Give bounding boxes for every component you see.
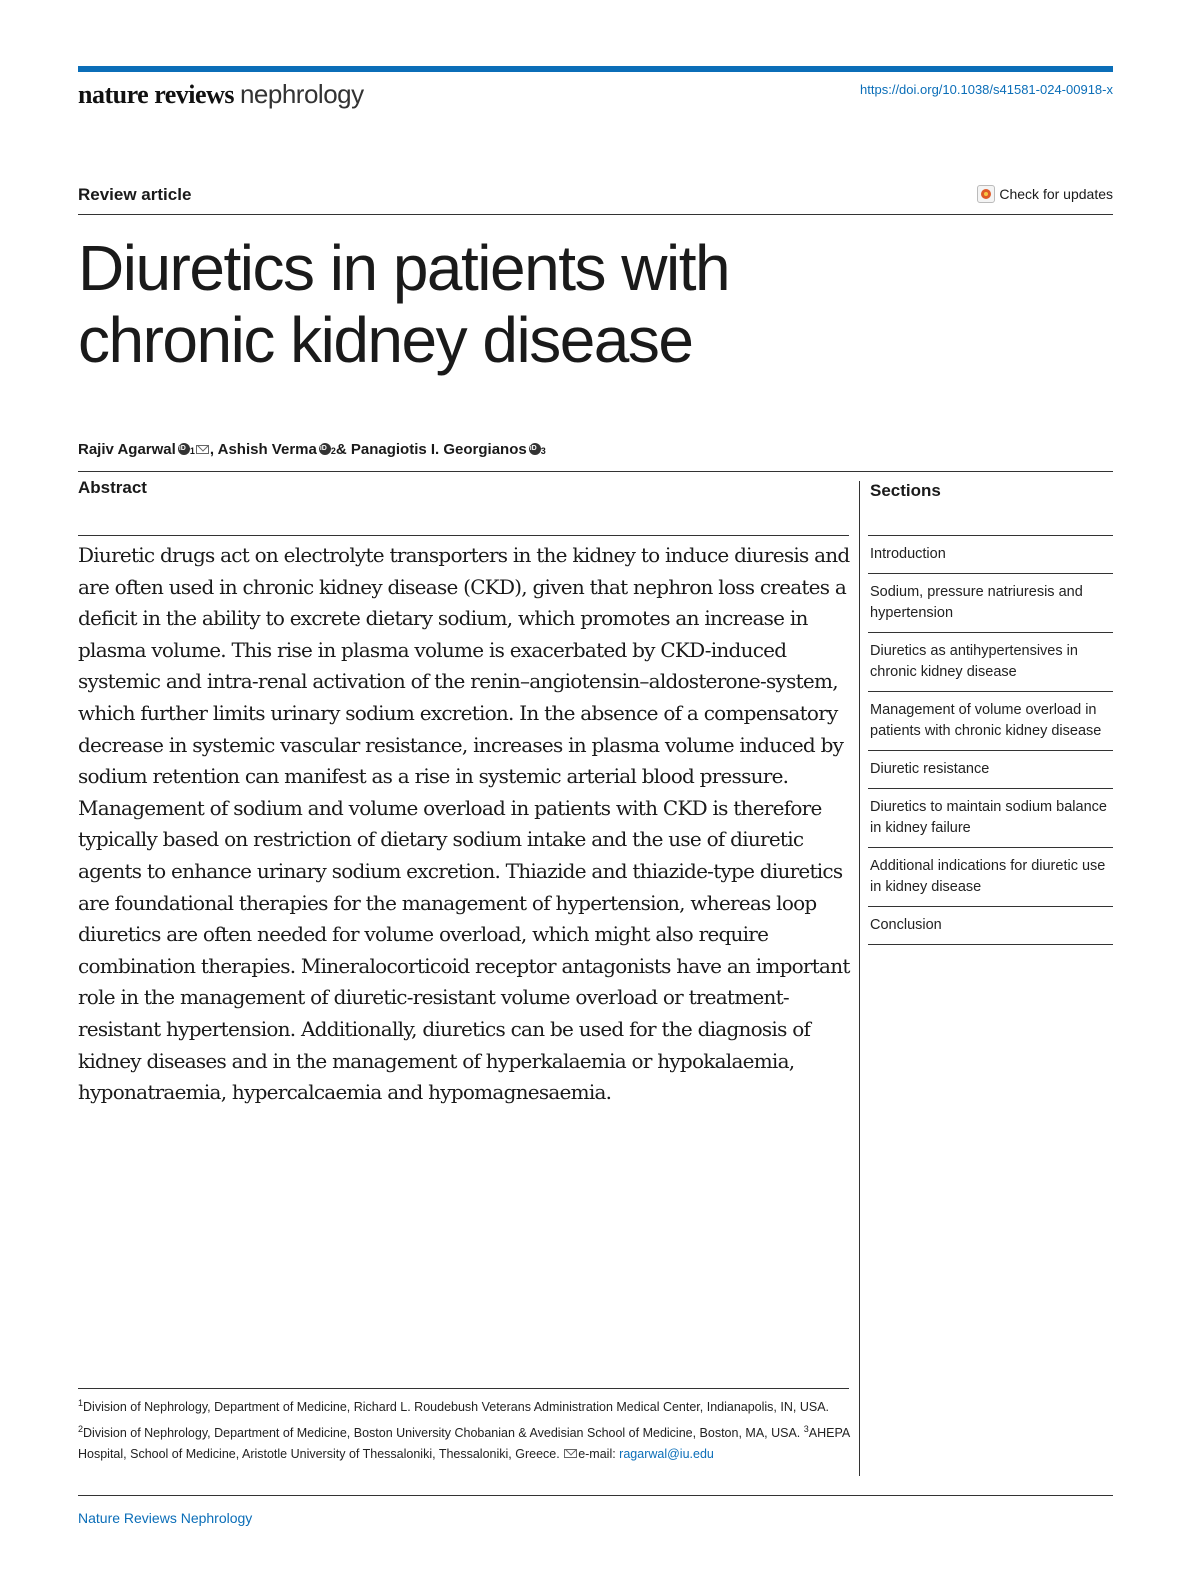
section-link-conclusion[interactable]: Conclusion: [868, 907, 1113, 945]
author-name: Rajiv Agarwal: [78, 441, 176, 458]
divider: [78, 535, 849, 536]
check-for-updates-button[interactable]: [977, 185, 1113, 203]
section-link-sodium-pressure-natriuresis[interactable]: Sodium, pressure natriuresis and hypertension: [868, 574, 1113, 633]
affiliation-1: Division of Nephrology, Department of Medicine, Richard L. Roudebush Veterans Administration Medical Center, Indianapolis, IN, USA.: [83, 1400, 829, 1415]
article-title: Diuretics in patients with chronic kidney disease: [78, 232, 730, 376]
email-label: e-mail:: [578, 1447, 620, 1462]
doi-link[interactable]: https://doi.org/10.1038/s41581-024-00918-x: [860, 82, 1113, 97]
email-icon: [564, 1449, 577, 1458]
section-link-kidney-failure[interactable]: Diuretics to maintain sodium balance in kidney failure: [868, 789, 1113, 848]
abstract-text: Diuretic drugs act on electrolyte transporters in the kidney to induce diuresis and are often used in chronic kidney disease (CKD), given that nephron loss creates a deficit in the ability to excrete dietary sodium, which promotes an increase in plasma volume. This rise in plasma volume is exacerbated by CKD-induced systemic and intra-renal activation of the renin–angiotensin–aldosterone-system, which further limits urinary sodium excretion. In the absence of a compensatory decrease in systemic vascular resistance, increases in plasma volume induced by sodium retention can manifest as a rise in systemic arterial blood pressure. Management of sodium and volume overload in patients with CKD is therefore typically based on restriction of dietary sodium intake and the use of diuretic agents to enhance urinary sodium excretion. Thiazide and thiazide-type diuretics are foundational therapies for the management of hypertension, whereas loop diuretics are often needed for volume overload, which might also require combination therapies. Mineralocorticoid receptor antagonists have an important role in the management of diuretic-resistant volume overload or treatment-resistant hypertension. Additionally, diuretics can be used for the diagnosis of kidney diseases and in the management of hyperkalaemia or hypokalaemia, hyponatraemia, hypercalcaemia and hypomagnesaemia.: [78, 543, 850, 1105]
orcid-icon[interactable]: [529, 443, 541, 455]
journal-name: [78, 78, 364, 111]
section-link-diuretics-antihypertensives[interactable]: Diuretics as antihypertensives in chronic kidney disease: [868, 633, 1113, 692]
sections-nav: [868, 535, 1113, 945]
check-for-updates-label: Check for updates: [999, 186, 1113, 202]
section-link-diuretic-resistance[interactable]: Diuretic resistance: [868, 751, 1113, 789]
email-icon[interactable]: [196, 445, 209, 454]
author-affiliation-mark: 2: [330, 446, 336, 456]
affiliation-mark: 1: [78, 1398, 84, 1408]
journal-name-bold: nature reviews: [78, 80, 234, 109]
orcid-icon[interactable]: [178, 443, 190, 455]
divider: [78, 471, 1113, 472]
author-list: [78, 441, 546, 458]
article-type: Review article: [78, 185, 192, 204]
divider: [78, 214, 1113, 215]
author-affiliation-mark: 3: [540, 446, 546, 456]
abstract-heading: Abstract: [78, 478, 147, 497]
footer-journal-name: Nature Reviews Nephrology: [78, 1510, 253, 1526]
crossmark-icon: [977, 185, 995, 203]
section-link-introduction[interactable]: Introduction: [868, 536, 1113, 574]
author-name: & Panagiotis I. Georgianos: [335, 441, 527, 458]
journal-accent-bar: [78, 66, 1113, 72]
affiliation-2: Division of Nephrology, Department of Medicine, Boston University Chobanian & Avedisian School of Medicine, Boston, MA, USA.: [83, 1425, 804, 1440]
affiliation-3: AHEPA Hospital, School of Medicine, Aristotle University of Thessaloniki, Thessaloniki, Greece.: [78, 1425, 850, 1462]
affiliation-mark: 3: [803, 1423, 809, 1434]
journal-name-light: nephrology: [239, 79, 364, 109]
divider: [78, 1388, 849, 1389]
author-affiliation-mark: 1: [189, 446, 195, 456]
column-divider: [859, 481, 860, 1476]
section-link-volume-overload[interactable]: Management of volume overload in patients with chronic kidney disease: [868, 692, 1113, 751]
sections-heading: Sections: [870, 481, 941, 500]
author-name: , Ashish Verma: [209, 441, 317, 458]
email-link[interactable]: ragarwal@iu.edu: [619, 1447, 714, 1462]
divider: [78, 1495, 1113, 1496]
section-link-additional-indications[interactable]: Additional indications for diuretic use in kidney disease: [868, 848, 1113, 907]
affiliation-mark: 2: [78, 1423, 84, 1434]
affiliations: [78, 1393, 853, 1466]
orcid-icon[interactable]: [319, 443, 331, 455]
